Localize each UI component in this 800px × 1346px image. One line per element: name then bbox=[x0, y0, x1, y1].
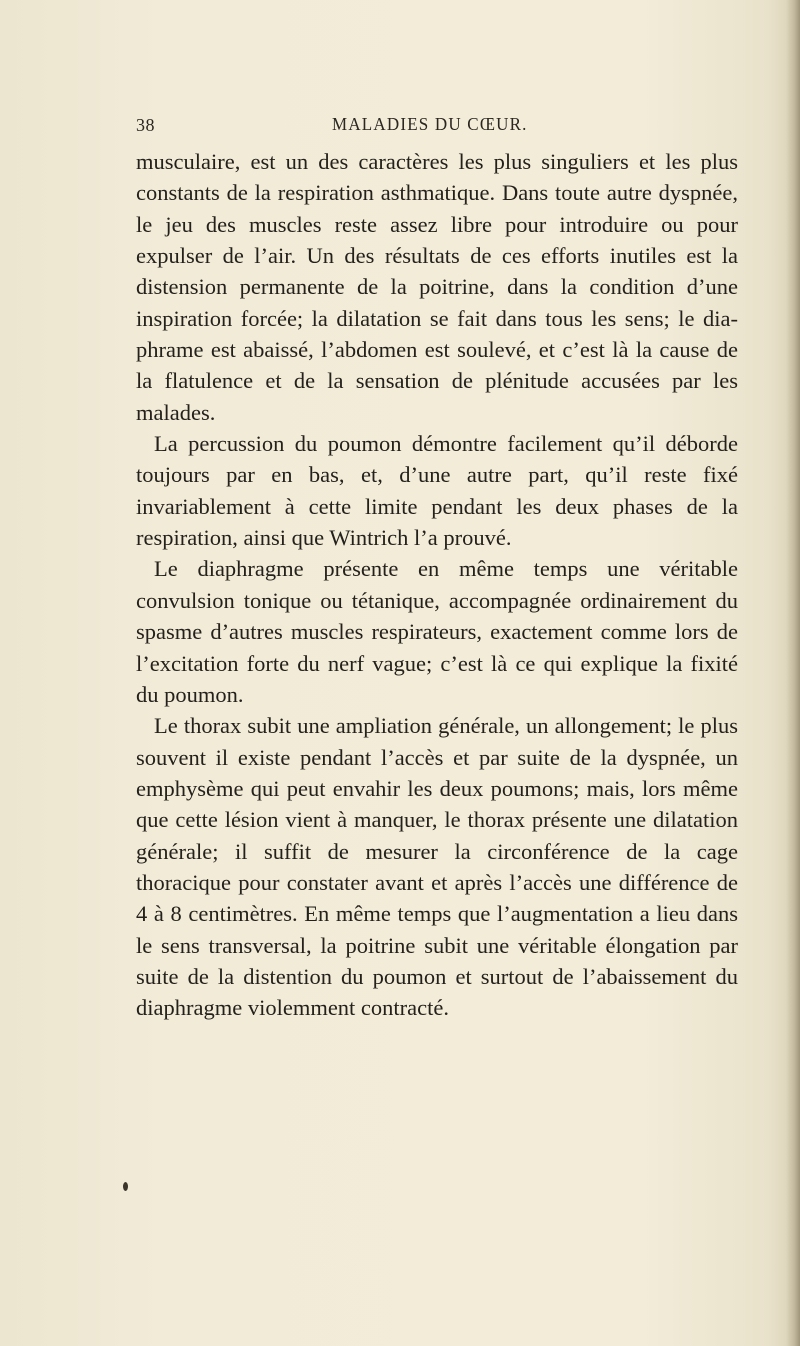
paragraph-3: Le diaphragme présente en même temps une véritable convulsion tonique ou tétanique, accompagnée ordinairement du spasme d’autres muscles respirateurs, exactement comme lors de l’excitation forte du nerf vague; c’est là ce qui explique la fixité du poumon. bbox=[136, 556, 738, 707]
page-edge-shadow bbox=[786, 0, 800, 1346]
ink-speck bbox=[123, 1182, 128, 1191]
paragraph-4: Le thorax subit une ampliation générale, un allongement; le plus souvent il existe pendant l’accès et par suite de la dyspnée, un emphysème qui peut envahir les deux poumons; mais, lors même que cette lésion vient à manquer, le thorax présente une dilatation générale; il suffit de mesurer la circonférence de la cage thoracique pour constater avant et après l’accès une différence de 4 à 8 centimètres. En même temps que l’augmentation a lieu dans le sens transversal, la poitrine subit une véritable élongation par suite de la distention du poumon et surtout de l’abaissement du diaphragme violemment contracté. bbox=[136, 713, 738, 1021]
paragraph-1: musculaire, est un des caractères les plus singuliers et les plus constants de la respiration asthmatique. Dans toute autre dyspnée, le jeu des muscles reste assez libre pour introduire ou pour expulser de l’air. Un des résultats de ces efforts inutiles est la distension permanente de la poitrine, dans la condition d’une inspiration forcée; la dilatation se fait dans tous les sens; le diaphrame est abaissé, l’abdomen est soulevé, et c’est là la cause de la flatulence et de la sensation de plénitude accusées par les malades. bbox=[136, 149, 738, 425]
paragraph-2: La percussion du poumon démontre facilement qu’il déborde toujours par en bas, et, d’une autre part, qu’il reste fixé invariablement à cette limite pendant les deux phases de la respiration, ainsi que Wintrich l’a prouvé. bbox=[136, 431, 738, 551]
page-number: 38 bbox=[136, 115, 155, 135]
running-head bbox=[136, 115, 738, 137]
body-text bbox=[136, 146, 738, 1024]
running-title: MALADIES DU CŒUR. bbox=[332, 114, 528, 135]
